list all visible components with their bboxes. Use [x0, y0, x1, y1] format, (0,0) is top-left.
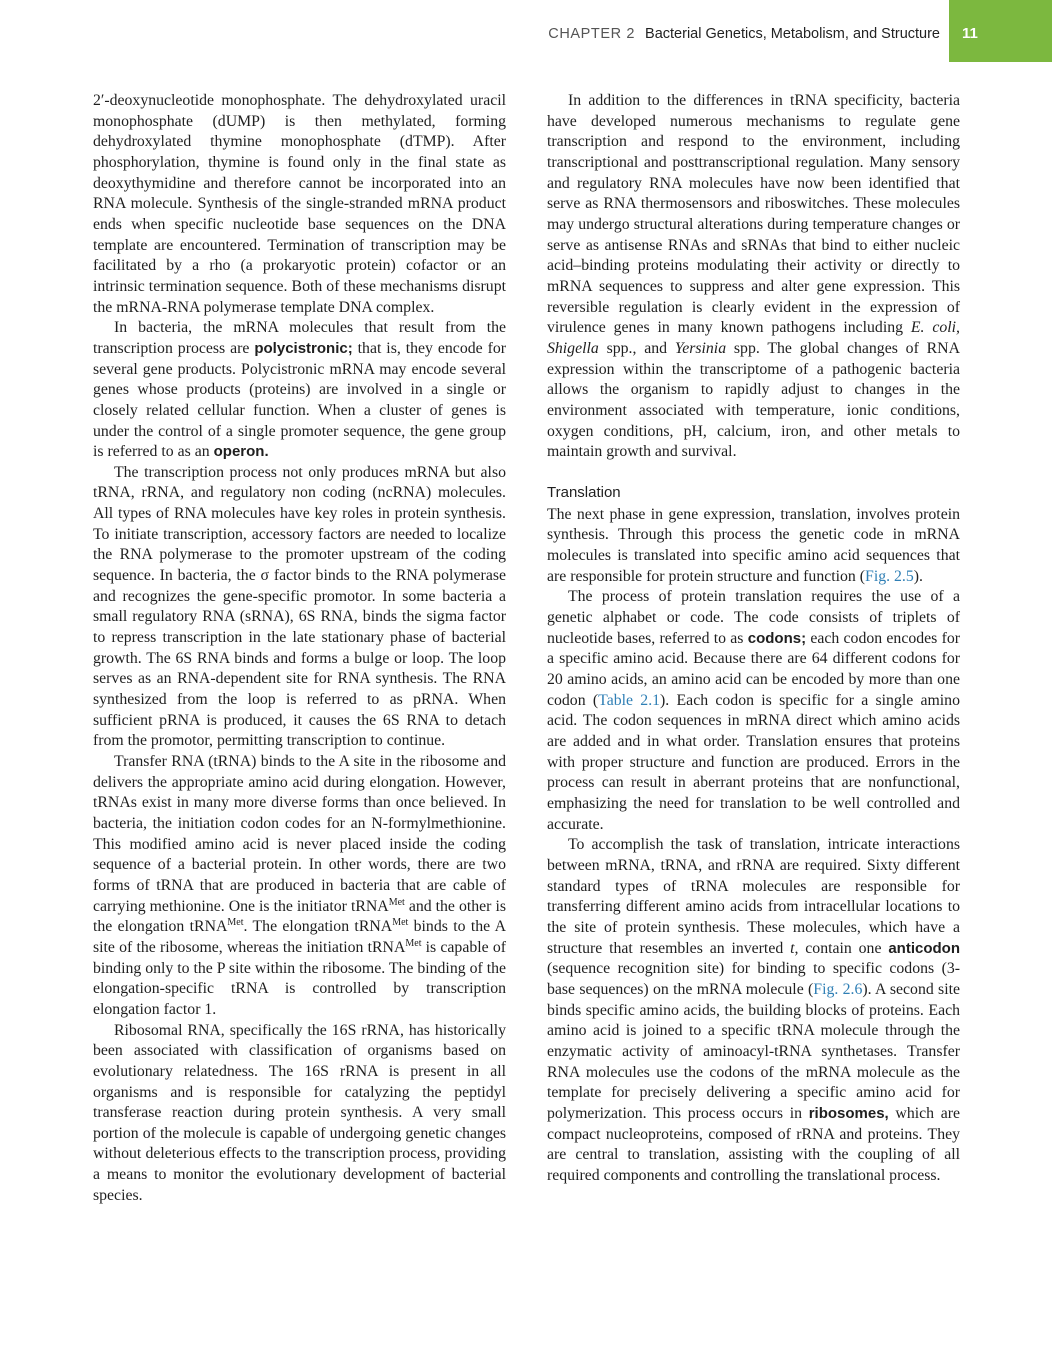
paragraph — [547, 587, 960, 835]
text-run: (sequence recognition site) for binding to specific codons (3-base sequences) on the mRNA molecule ( — [547, 960, 960, 998]
paragraph: Ribosomal RNA, specifically the 16S rRNA, has historically been associated with classification of organisms based on evolutionary relatedness. The 16S rRNA is present in all organisms and is responsible for catalyzing the peptidyl transferase reaction during protein synthesis. A very small portion of the molecule is capable of undergoing genetic changes without deleterious effects to the transcription process, providing a means to monitor the evolutionary development of bacterial species. — [93, 1021, 506, 1204]
superscript-met: Met — [388, 896, 405, 908]
text-run: In addition to the differences in tRNA specificity, bacteria have developed numerous mechanisms to regulate gene transcription and respond to the environment, including transcriptional and posttranscriptional regulation. Many sensory and regulatory RNA molecules have now been identified that serve as RNA thermosensors and riboswitches. These molecules may undergo structural alterations during temperature changes or serve as antisense RNAs and sRNAs that bind to either nucleic acid–binding proteins modulating their activity or directly to mRNA sequences to suppress and alter gene expression. This reversible regulation is clearly evident in the expression of virulence genes in many known pathogens including — [547, 92, 960, 337]
paragraph — [93, 318, 506, 463]
paragraph — [93, 752, 506, 1021]
paragraph — [547, 835, 960, 1186]
chapter-label: CHAPTER 2 — [548, 26, 636, 42]
table-link[interactable]: Table 2.1 — [598, 691, 661, 709]
page-number-tab — [949, 0, 1052, 62]
page-number: 11 — [962, 25, 978, 42]
paragraph — [547, 505, 960, 588]
text-run: To accomplish the task of translation, intricate interactions between mRNA, tRNA, and rRNA are required. Sixty different standard types of tRNA molecules are responsible for transferring different amino acids from intracellular locations to the site of protein synthesis. These molecules, which have a structure that resembles an inverted — [547, 836, 960, 957]
text-run: that is, they encode for several gene products. Polycistronic mRNA may encode several genes whose products (proteins) are involved in a single or closely related cellular function. When a cluster of genes is under the control of a single promoter sequence, the gene group is referred to as an — [93, 339, 506, 461]
text-run: contain one — [798, 939, 889, 957]
right-column — [547, 91, 960, 1186]
text-run: each codon encodes for a specific amino acid. Because there are 64 different codons for 20 amino acids, an amino acid can be encoded by more than one codon ( — [547, 629, 960, 709]
text-run: Transfer RNA (tRNA) binds to the A site in the ribosome and delivers the appropriate amino acid during elongation. However, tRNAs exist in many more diverse forms than once believed. In bacteria, the initiation codon codes for an N-formylmethionine. This modified amino acid is never placed inside the coding sequence of a bacterial protein. In other words, there are two forms of tRNA that are produced in bacteria that are cable of carrying methionine. One is the initiator tRNA — [93, 753, 506, 915]
text-run: . The elongation tRNA — [243, 918, 393, 936]
paragraph: 2′-deoxynucleotide monophosphate. The dehydroxylated uracil monophosphate (dUMP) is then methylated, forming dehydroxylated thymine monophosphate (dTMP). After phosphorylation, thymine is found only in the final state as deoxythymidine and therefore cannot be incorporated into an RNA molecule. Synthesis of the single-stranded mRNA product ends when specific nucleotide base sequences on the DNA template are encountered. Termination of transcription may be facilitated by a rho (a prokaryotic protein) cofactor or an intrinsic termination sequence. Both of these mechanisms disrupt the mRNA-RNA polymerase template DNA complex. — [93, 92, 506, 316]
text-run: binds to the A site of the ribosome, whereas the initiation tRNA — [93, 918, 507, 956]
text-run: The next phase in gene expression, translation, involves protein synthesis. Through this process the genetic code in mRNA molecules is translated into specific amino acid sequences that are responsible for protein structure and function ( — [547, 505, 960, 585]
section-heading: Translation — [547, 483, 621, 501]
italic-letter: t, — [790, 939, 799, 957]
text-run: is capable of binding only to the P site within the ribosome. The binding of the elongation-specific tRNA is controlled by transcription elongation factor 1. — [93, 938, 506, 1018]
text-run: spp., and — [598, 339, 675, 357]
text-run: spp. The global changes of RNA expression within the transcriptome of a pathogenic bacteria allows the organism to rapidly adjust to changes in the environment associated with temperature, ionic conditions, oxygen conditions, pH, calcium, iron, and other metals to maintain growth and survival. — [547, 339, 960, 461]
term-anticodon: anticodon — [888, 939, 960, 957]
text-run: ). — [913, 567, 923, 585]
superscript-met: Met — [227, 917, 244, 929]
left-column — [93, 91, 506, 1206]
text-run: ). Each codon is specific for a single amino acid. The codon sequences in mRNA direct which amino acids are added and in what order. Translation ensures that proteins with proper structure and function are produced. Errors in the process can result in aberrant proteins that are nonfunctional, emphasizing the need for translation to be well controlled and accurate. — [547, 691, 960, 833]
running-header — [0, 0, 1052, 62]
paragraph: The transcription process not only produces mRNA but also tRNA, rRNA, and regulatory non coding (ncRNA) molecules. All types of RNA molecules have key roles in protein synthesis. To initiate transcription, accessory factors are needed to localize the RNA polymerase to the promoter upstream of the coding sequence. In bacteria, the σ factor binds to the RNA polymerase and recognizes the gene-specific promotor. In some bacteria a small regulatory RNA (sRNA), 6S RNA, binds the sigma factor to repress transcription in the late stationary phase of bacterial growth. The 6S RNA binds and forms a bulge or loop. The loop serves as an RNA-dependent site for RNA synthesis. The RNA synthesized from the loop is referred to as pRNA. When sufficient pRNA is produced, it causes the 6S RNA to detach from the promotor, permitting transcription to continue. — [93, 463, 506, 750]
term-ribosomes: ribosomes, — [808, 1104, 889, 1122]
text-run: The process of protein translation requires the use of a genetic alphabet or code. The code consists of triplets of nucleotide bases, referred to as — [547, 588, 960, 647]
italic-species: Yersinia — [674, 339, 727, 357]
figure-link[interactable]: Fig. 2.6 — [813, 980, 863, 998]
text-run: and the other is the elongation tRNA — [93, 897, 506, 936]
paragraph — [547, 91, 960, 463]
figure-link[interactable]: Fig. 2.5 — [865, 567, 914, 585]
text-run: In bacteria, the mRNA molecules that result from the transcription process are — [93, 319, 506, 357]
text-run: which are compact nucleoproteins, composed of rRNA and proteins. They are central to translation, assisting with the coupling of all required components and controlling the translational process. — [547, 1104, 960, 1184]
superscript-met: Met — [392, 917, 409, 929]
term-polycistronic: polycistronic; — [254, 339, 353, 357]
text-run: ). A second site binds specific amino acids, the building blocks of proteins. Each amino acid is joined to a specific tRNA molecule through the enzymatic activity of aminoacyl-tRNA synthetases. Transfer RNA molecules use the codons of the mRNA molecule as the template for precisely delivering a specific amino acid for polymerization. This process occurs in — [547, 980, 960, 1122]
chapter-title: Bacterial Genetics, Metabolism, and Structure — [645, 26, 940, 42]
term-codons: codons; — [747, 629, 807, 647]
superscript-met: Met — [405, 937, 422, 949]
running-head-text — [548, 26, 940, 42]
italic-species: E. coli, Shigella — [547, 319, 960, 357]
term-operon: operon. — [213, 443, 269, 461]
